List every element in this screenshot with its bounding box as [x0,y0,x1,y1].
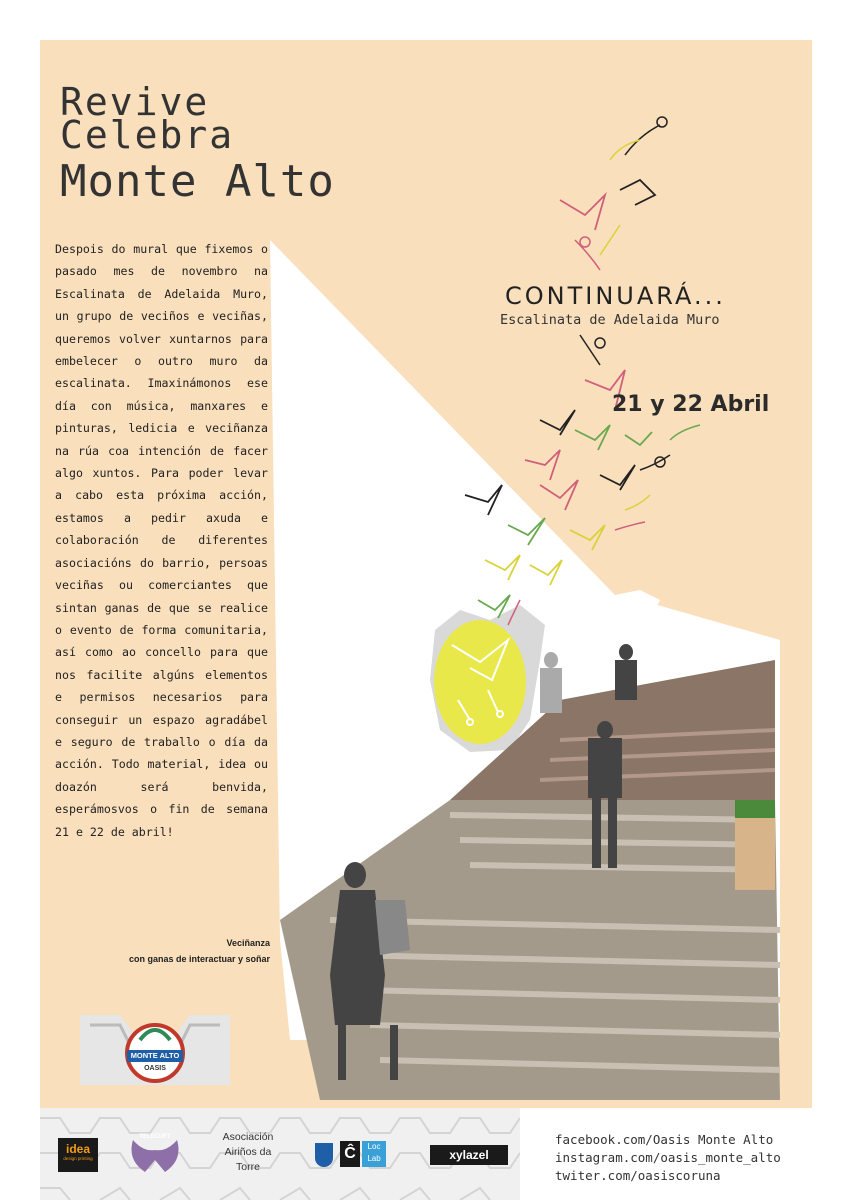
telecuft-logo-text: TELECUFT [139,1134,171,1140]
heading-celebra: Celebra [60,113,235,157]
heading-monte-alto: Monte Alto [60,156,335,207]
event-dates: 21 y 22 Abril [612,392,770,417]
heading-revive: Revive [60,80,210,124]
coc-logo: Ĉ [340,1141,360,1167]
signature [60,935,270,967]
continuara-text: CONTINUARÁ... [505,282,726,310]
instagram-link[interactable]: instagram.com/oasis_monte_alto [555,1150,781,1165]
idea-logo [58,1138,98,1172]
idea-logo-text: idea [65,1142,90,1156]
poster [40,40,812,1108]
footer [40,1108,812,1200]
loc-lab-logo: Loc Lab [362,1141,386,1167]
monte-alto-logo [80,1015,230,1085]
signature-line2: con ganas de interactuar y soñar [128,954,270,964]
venue-text: Escalinata de Adelaida Muro [500,312,720,328]
monte-alto-logo-text1: MONTE ALTO [130,1051,180,1060]
yellow-window [434,620,526,744]
twitter-link[interactable]: twiter.com/oasiscoruna [555,1168,721,1183]
signature-line1: Veciñanza [226,938,270,948]
asociacion-logo: Asociación Airiños da Torre [222,1131,274,1173]
monte-alto-logo-text2: OASIS [144,1065,166,1072]
telecuft-logo [125,1130,185,1180]
body-text: Despois do mural que fixemos o pasado mes de novembro na Escalinata de Adelaida Muro, un grupo de veciños e veciñas, queremos volver xuntarnos para embelecer o outro muro da escalinata. Imaxinámonos ese día con música, manxares e pinturas, ledicia e veciñanza na rúa coa intención de facer algo xuntos. Para poder levar a cabo esta próxima acción, estamos a pedir axuda e colaboración de diferentes asociacións do barrio, persoas veciñas ou comerciantes que sintan ganas de que se realice o evento de forma comunitaria, así como ao concello para que nos facilite algúns elementos e permisos necesarios para conseguir un espazo agradábel e seguro de traballo o día da acción. Todo material, idea ou doazón será benvida, esperámosvos o fin de semana 21 e 22 de abril! [55,242,268,839]
idea-logo-sub: design printing [63,1156,93,1161]
coruna-shield-logo [315,1143,333,1167]
xylazel-logo: xylazel [430,1145,508,1165]
facebook-link[interactable]: facebook.com/Oasis Monte Alto [555,1132,774,1147]
